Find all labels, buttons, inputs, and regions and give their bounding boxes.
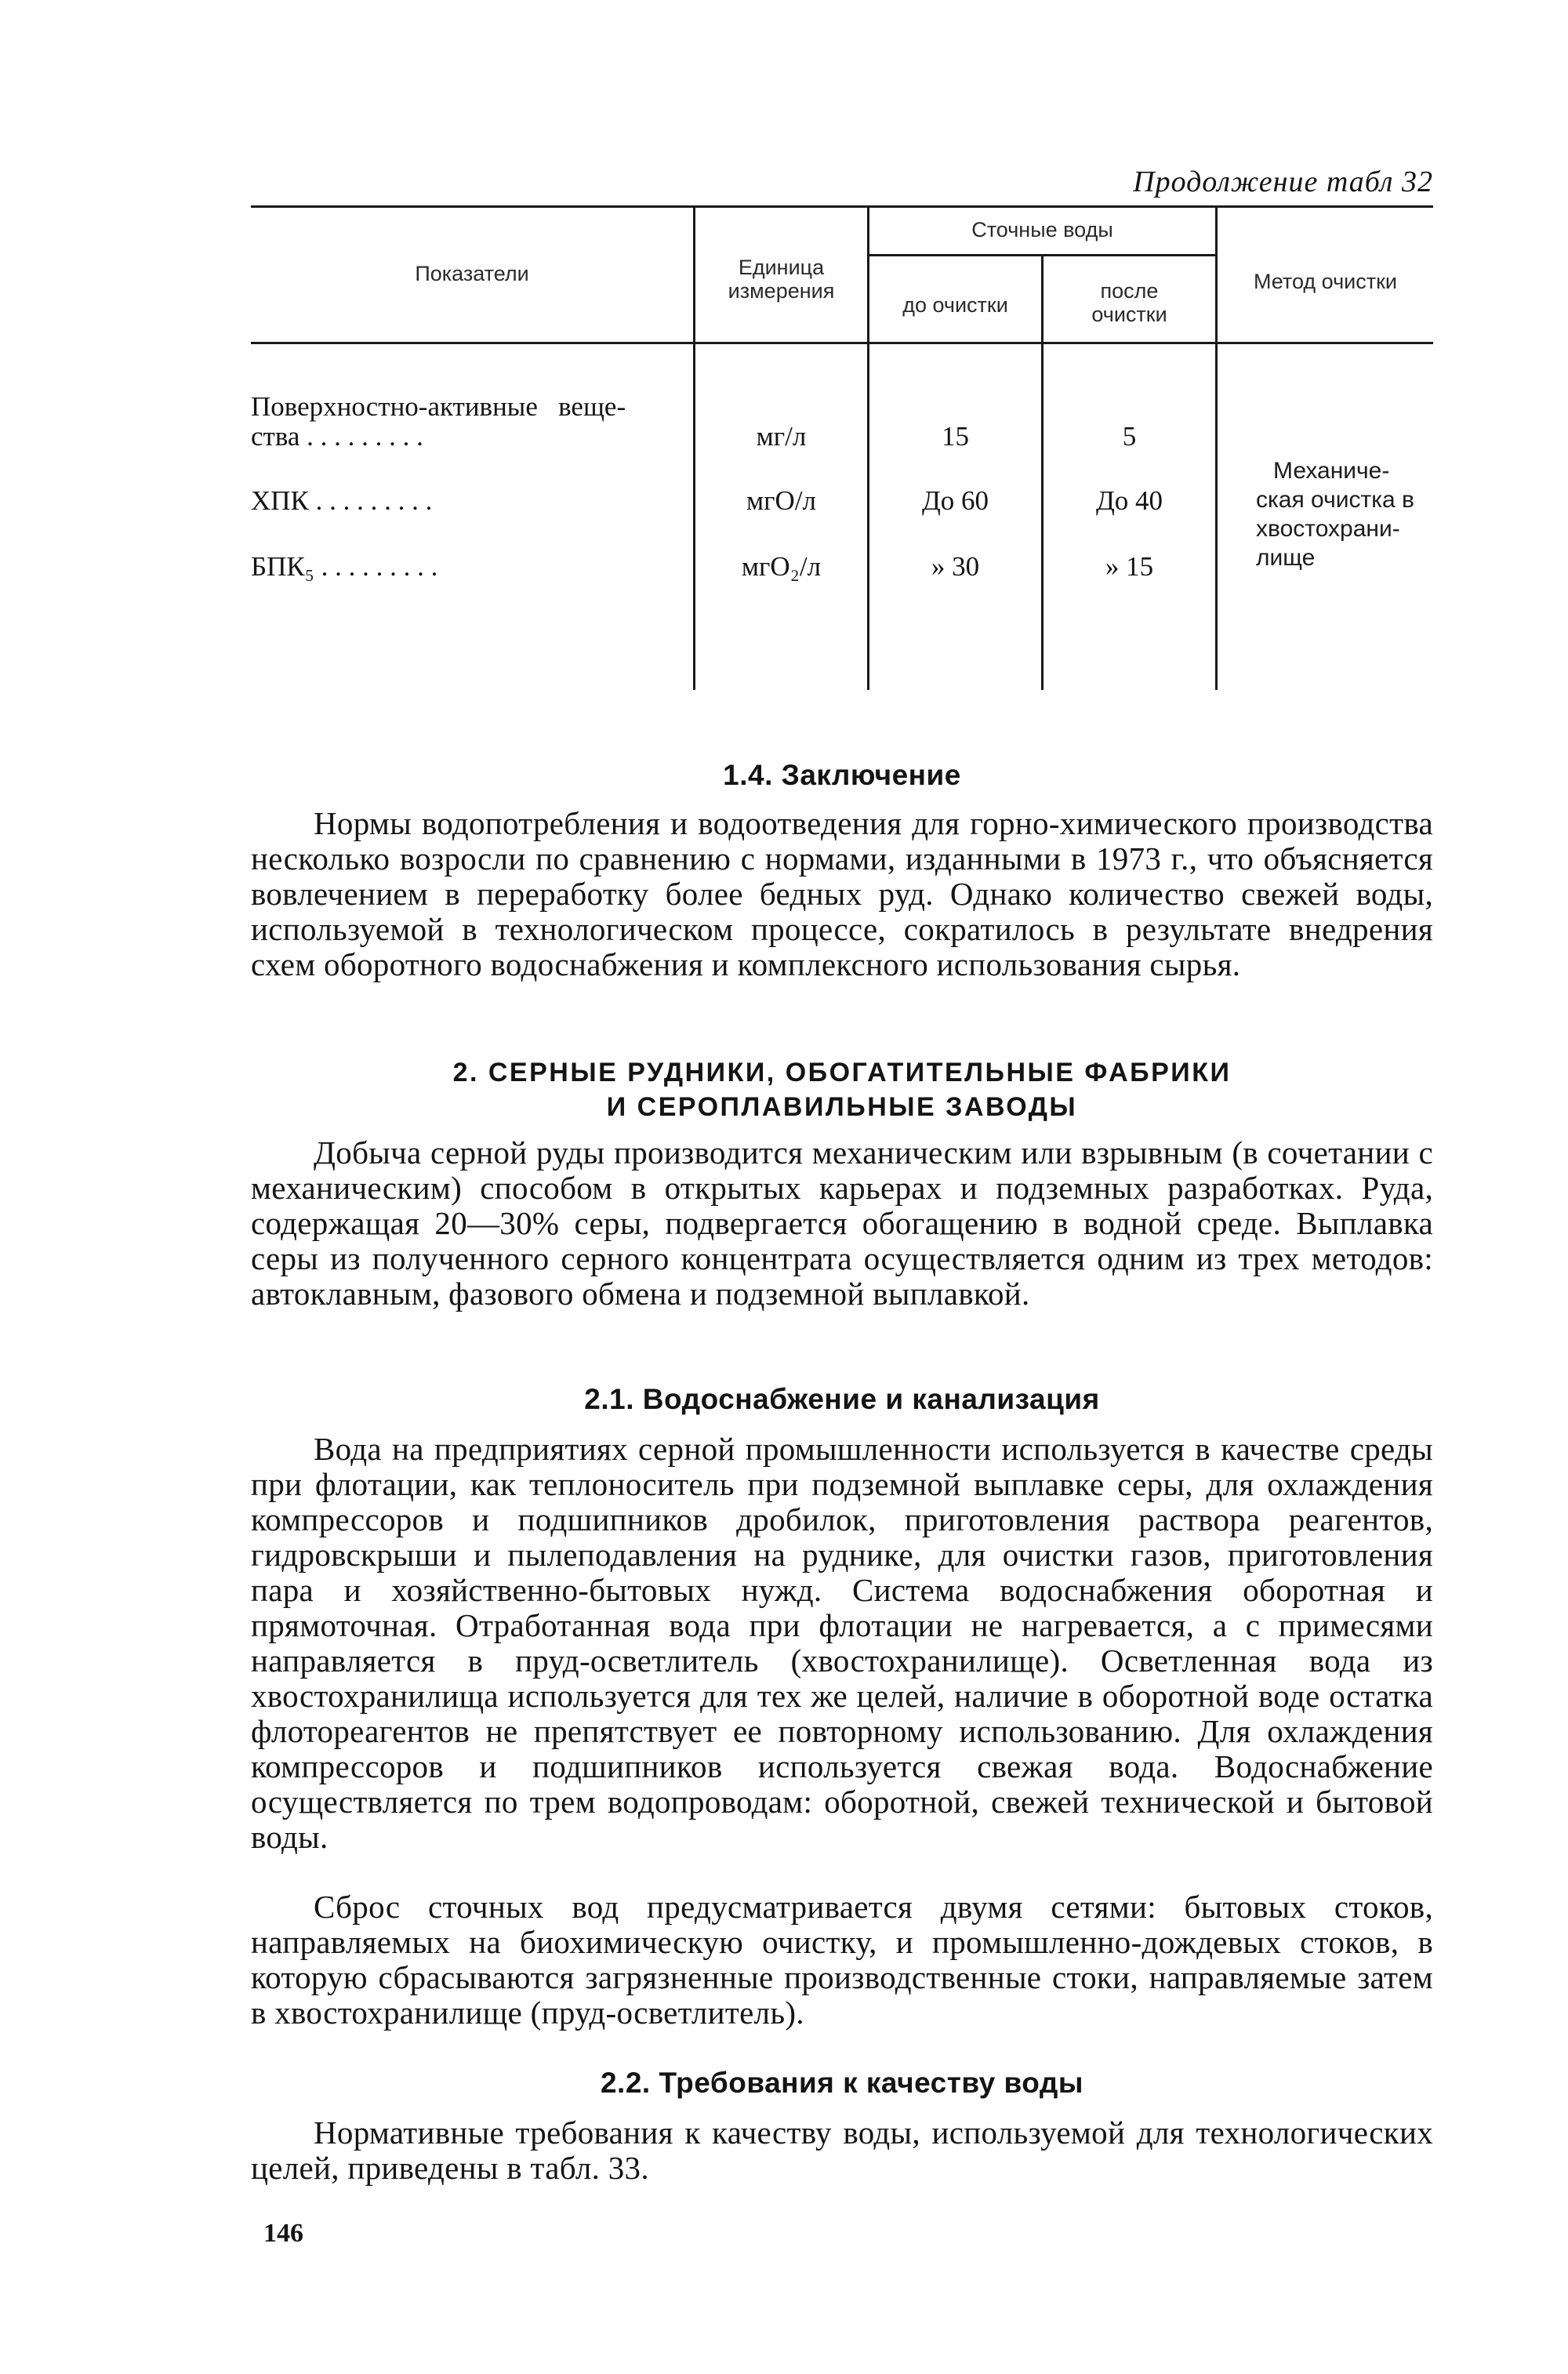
row-cod-unit: мгО/л: [746, 485, 816, 516]
header-unit: [695, 256, 867, 303]
section-1-4-text: Нормы водопотребления и водоотведения для горно-химического производства несколько возросли по сравнению с нормами, изданными в 1973 г., что объясняется вовлечением в переработку более бедных руд. Однако количество свежей воды, используемой в технологическом процессе, сократилось в результате внедрения схем оборотного водоснабжения и комплексного использования сырья.: [251, 805, 1433, 982]
method-cell: [1256, 456, 1433, 572]
row-bod5-name: БПК₅ . . . . . . . . .: [251, 551, 438, 582]
row-bod5-after: » 15: [1105, 551, 1154, 582]
row-surfactants-after: 5: [1122, 421, 1137, 452]
row-surfactants-name-line1: Поверхностно-активные веще-: [251, 391, 626, 422]
header-unit-line2: измерения: [728, 279, 835, 303]
row-surfactants-name-line2: ства . . . . . . . . .: [251, 421, 423, 452]
method-line-4: лище: [1256, 545, 1316, 571]
row-surfactants-name: [251, 392, 626, 452]
header-wastewater: Сточные воды: [971, 218, 1113, 241]
section-2-2-title: 2.2. Требования к качеству воды: [600, 2067, 1083, 2099]
row-bod5-before: » 30: [931, 551, 980, 582]
row-cod-name: ХПК . . . . . . . . .: [251, 485, 433, 516]
header-bottom-rule: [251, 342, 1433, 344]
row-surfactants-before: 15: [942, 421, 969, 452]
header-after: [1044, 279, 1215, 326]
section-2-title: [251, 1055, 1433, 1124]
method-line-2: ская очистка в: [1256, 487, 1414, 513]
row-bod5-unit: мгО₂/л: [741, 551, 822, 582]
section-2-1-title: 2.1. Водоснабжение и канализация: [584, 1383, 1100, 1415]
section-2-text: Добыча серной руды производится механическим или взрывным (в сочетании с механическим) способом в открытых карьерах и подземных разработках. Руда, содержащая 20—30% серы, подвергается обогащению в водной среде. Выплавка серы из полученного серного концентрата осуществляется одним из трех методов: автоклавным, фазового обмена и подземной выплавкой.: [251, 1134, 1433, 1312]
section-2-title-line1: 2. СЕРНЫЕ РУДНИКИ, ОБОГАТИТЕЛЬНЫЕ ФАБРИКИ: [452, 1058, 1232, 1087]
row-cod-after: До 40: [1095, 485, 1163, 516]
row-surfactants-unit: мг/л: [756, 421, 807, 452]
header-after-line1: после: [1100, 279, 1159, 303]
table-top-rule: [251, 205, 1433, 208]
section-2-title-line2: И СЕРОПЛАВИЛЬНЫЕ ЗАВОДЫ: [606, 1092, 1078, 1122]
method-line-3: хвостохрани-: [1256, 516, 1400, 542]
method-line-1: Механиче-: [1273, 458, 1390, 484]
header-indicator: Показатели: [415, 262, 529, 285]
page-number: 146: [263, 2219, 303, 2248]
section-2-2-text: Нормативные требования к качеству воды, используемой для технологических целей, приведены в табл. 33.: [251, 2114, 1433, 2186]
section-1-4-title: 1.4. Заключение: [723, 759, 961, 791]
header-unit-line1: Единица: [738, 256, 825, 279]
section-2-1-text-2: Сброс сточных вод предусматривается двумя сетями: бытовых стоков, направляемых на биохимическую очистку, и промышленно-дождевых стоков, в которую сбрасываются загрязненные производственные стоки, направляемые затем в хвостохранилище (пруд-осветлитель).: [251, 1889, 1433, 2031]
header-before: до очистки: [902, 293, 1008, 317]
row-cod-before: До 60: [921, 485, 989, 516]
table-continuation-label: Продолжение табл 32: [1133, 165, 1433, 198]
header-method: Метод очистки: [1254, 270, 1397, 293]
header-after-line2: очистки: [1091, 303, 1167, 326]
table-32: [251, 205, 1433, 690]
section-2-1-text-1: Вода на предприятиях серной промышленности используется в качестве среды при флотации, как теплоноситель при подземной выплавке серы, для охлаждения компрессоров и подшипников дробилок, приготовления раствора реагентов, гидровскрыши и пылеподавления на руднике, для очистки газов, приготовления пара и хозяйственно-бытовых нужд. Система водоснабжения оборотная и прямоточная. Отработанная вода при флотации не нагревается, а с примесями направляется в пруд-осветлитель (хвостохранилище). Осветленная вода из хвостохранилища используется для тех же целей, наличие в оборотной воде остатка флотореагентов не препятствует ее повторному использованию. Для охлаждения компрессоров и подшипников используется свежая вода. Водоснабжение осуществляется по трем водопроводам: оборотной, свежей технической и бытовой воды.: [251, 1431, 1433, 1855]
